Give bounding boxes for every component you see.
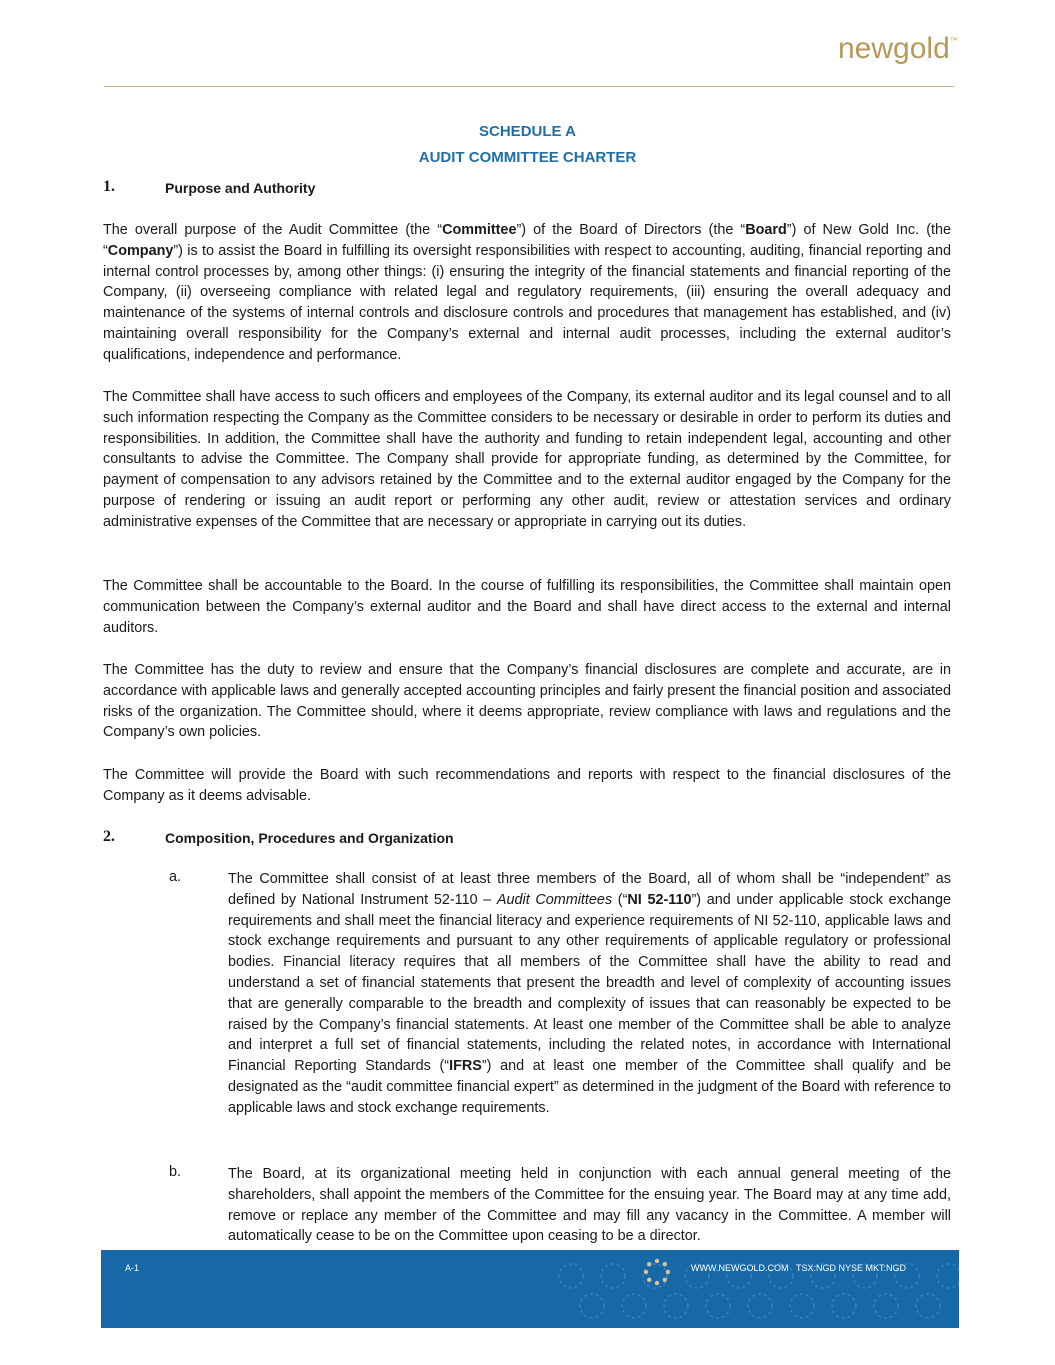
section-1-paragraph-2: The Committee shall have access to such officers and employees of the Company, its external auditor and its legal counsel and to all such information respecting the Company as the Committee considers to be necessary or desirable in order to perform its duties and responsibilities. In addition, the Committee shall have the authority and funding to retain independent legal, accounting and other consultants to advise the Committee. The Company shall provide for appropriate funding, as determined by the Committee, for payment of compensation to any advisors retained by the Committee and to the external auditor engaged by the Company for the purpose of rendering or issuing an audit report or performing any other audit, review or attestation services and ordinary administrative expenses of the Committee that are necessary or appropriate in carrying out its duties.	[103, 389, 951, 530]
section-1-paragraph-3: The Committee shall be accountable to the Board. In the course of fulfilling its responsibilities, the Committee shall maintain open communication between the Company’s external auditor and the Board and shall have direct access to the external and internal auditors.	[103, 578, 951, 636]
schedule-title: SCHEDULE A	[479, 123, 576, 140]
company-logo	[838, 32, 958, 66]
footer-contact	[691, 1263, 906, 1273]
charter-title: AUDIT COMMITTEE CHARTER	[418, 149, 637, 166]
logo-text: newgold	[838, 32, 950, 65]
item-a-paragraph: The Committee shall consist of at least three members of the Board, all of whom shall be “independent” as defined by National Instrument 52-110 – Audit Committees (“NI 52-110”) and under applicable stock exchange requirements and shall meet the financial literacy and experience requirements of NI 52-110, applicable laws and stock exchange requirements and pursuant to any other requirements of applicable regulatory or professional bodies. Financial literacy requires that all members of the Committee shall have the ability to read and understand a set of financial statements that present the breadth and level of complexity of accounting issues that are generally comparable to the breadth and complexity of issues that can reasonably be expected to be raised by the Company’s financial statements. At least one member of the Committee shall be able to analyze and interpret a full set of financial statements, including the related notes, in accordance with International Financial Reporting Standards (“IFRS”) and at least one member of the Committee shall qualify and be designated as the “audit committee financial expert” as determined in the judgment of the Board with reference to applicable laws and stock exchange requirements.	[228, 871, 951, 1116]
page-number: A-1	[125, 1263, 140, 1273]
item-b-letter: b.	[169, 1164, 182, 1180]
stock-tickers: TSX:NGD NYSE MKT:NGD	[796, 1263, 907, 1273]
header-divider	[104, 86, 954, 87]
gold-emblem-icon	[640, 1255, 674, 1289]
section-1-heading: Purpose and Authority	[165, 180, 316, 196]
website-link[interactable]: WWW.NEWGOLD.COM	[691, 1263, 789, 1273]
section-1-paragraph-1: The overall purpose of the Audit Committee (the “Committee”) of the Board of Directors (the “Board”) of New Gold Inc. (the “Company”) is to assist the Board in fulfilling its oversight responsibilities with respect to accounting, auditing, financial reporting and internal control processes by, among other things: (i) ensuring the integrity of the financial statements and financial reporting of the Company, (ii) overseeing compliance with related legal and regulatory requirements, (iii) ensuring the overall adequacy and maintenance of the systems of internal controls and disclosure controls and procedures that management has established, and (iv) maintaining overall responsibility for the Company’s external and internal audit processes, including the external auditor’s qualifications, independence and performance.	[103, 222, 951, 363]
section-1-paragraph-5: The Committee will provide the Board with such recommendations and reports with respect to the financial disclosures of the Company as it deems advisable.	[103, 767, 951, 804]
footer-band	[101, 1250, 959, 1328]
item-b-paragraph: The Board, at its organizational meeting held in conjunction with each annual general meeting of the shareholders, shall appoint the members of the Committee for the ensuing year. The Board may at any time add, remove or replace any member of the Committee and may fill any vacancy in the Committee. A member will automatically cease to be on the Committee upon ceasing to be a director.	[228, 1166, 951, 1245]
section-2-number: 2.	[103, 828, 115, 845]
footer-pattern	[541, 1250, 959, 1328]
section-2-heading: Composition, Procedures and Organization	[165, 830, 454, 846]
section-1-paragraph-4: The Committee has the duty to review and ensure that the Company’s financial disclosures are complete and accurate, are in accordance with applicable laws and generally accepted accounting principles and fairly present the financial position and associated risks of the organization. The Committee should, where it deems appropriate, review compliance with laws and regulations and the Company’s own policies.	[103, 662, 951, 741]
logo-trademark: ™	[949, 36, 958, 45]
item-a-letter: a.	[169, 869, 182, 885]
section-1-number: 1.	[103, 178, 115, 195]
